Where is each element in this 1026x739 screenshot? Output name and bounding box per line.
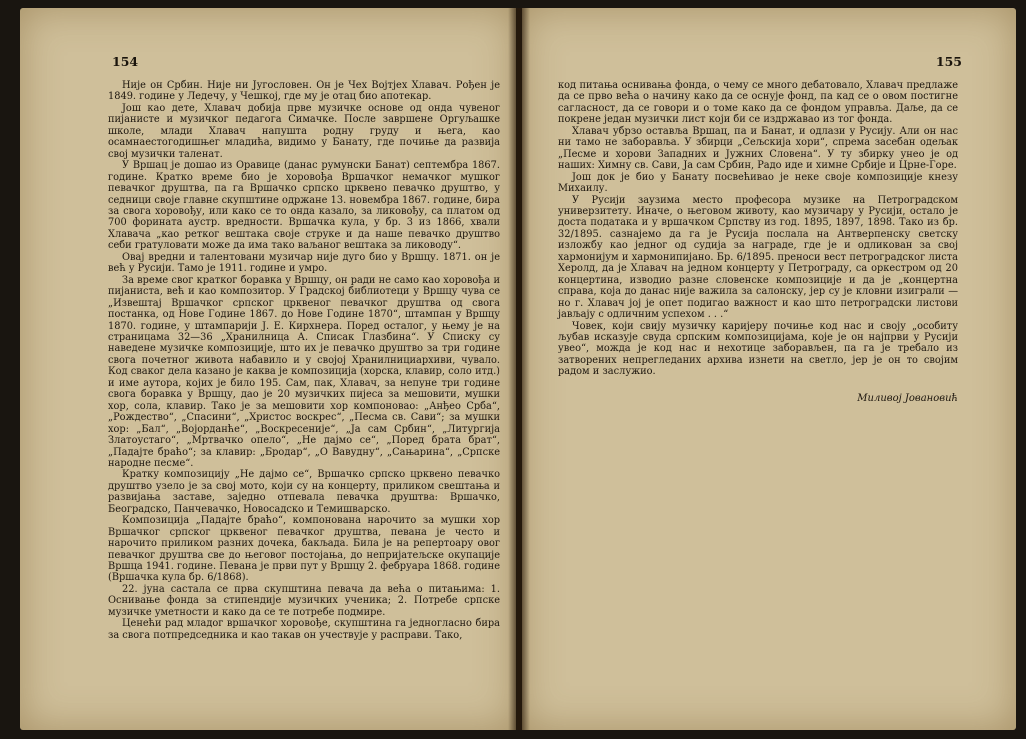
paragraph: код питања оснивања фонда, о чему се много дебатовало, Хлавач предлаже да се прво већа о начину како да се оснује фонд, па кад се о овом постигне сагласност, да се говори и о томе како да се фондом управља. Даље, да се покрене један музички лист који би се издржавао из тог фонда. <box>558 80 958 126</box>
paragraph: У Русији заузима место професора музике на Петроградском универзитету. Иначе, о његовом животу, као музичару у Русији, остало је доста података и у вршачком Српству из год. 1895, 1897, 1898. Тако из бр. 32/1895. сазнајемо да га је Русија послала на Антверпенску светску изложбу као једног од судија за награде, где је и одликован за свој хармонијум и хармонипијано. Бр. 6/1895. преноси вест петроградског листа Херолд, да је Хлавач на једном концерту у Петрограду, са оркестром од 20 концертина, изводио разне словенске композиције и да је „концертна справа, која до данас није важила за салонску, јер су је кловни изигрaли — но г. Хлавач јој је опет подигао важност и као што петроградски листови јављају с одличним успехом . . .“ <box>558 194 958 321</box>
paragraph: Композиција „Падајте браћо“, компонована нарочито за мушки хор Вршачког српског црквеног певачког друштва, певана је често и нарочито приликом разних дочека, бакљада. Била је на репертоару овог певачког друштва све до његовог постојања, до непријатељске окупације Вршца 1941. године. Певана је први пут у Вршцу 2. фебруара 1868. године (Вршачка кула бр. 6/1868). <box>108 515 500 584</box>
paragraph: Још док је био у Банату посвећивао је неке своје композиције кнезу Михаилу. <box>558 171 958 195</box>
page-number: 155 <box>935 54 962 69</box>
paragraph: Није он Србин. Није ни Југословен. Он је Чех Војтјех Хлавач. Рођен је 1849. године у Ледечу, у Чешкој, где му је отац био апотекар. <box>108 80 500 103</box>
body-text <box>558 80 958 378</box>
paragraph: Овај вредни и талентовани музичар није дуго био у Вршцу. 1871. он је већ у Русији. Тамо је 1911. године и умро. <box>108 251 500 275</box>
paragraph: Човек, који свију музичку каријеру почиње код нас и своју „особиту љубав исказује свуда српским композицијама, које је он најпрви у Русији увео“, можда је код нас и нехотице заборављен, па га је требало из затворених непрегледаних архива изнети на светло, јер је он то својим радом и заслужио. <box>558 320 958 378</box>
book-gutter <box>508 8 530 730</box>
paragraph: 22. јуна састала се прва скупштина певача да већа о питањима: 1. Оснивање фонда за стипендије музичких ученика; 2. Потребе српске музичке уметности и како да се те потребе подмире. <box>108 583 500 618</box>
right-page <box>522 8 1016 730</box>
page-number: 154 <box>112 54 139 69</box>
left-page <box>20 8 516 730</box>
author-signature: Миливој Јовановић <box>857 393 958 404</box>
paragraph: Ценећи рад младог вршачког хоровође, скупштина га једногласно бира за свога потпредседника и као такав он учествује у расправи. Тако, <box>108 618 500 641</box>
body-text <box>108 80 500 641</box>
paragraph: Још као дете, Хлавач добија прве музичке основе од онда чувеног пијанисте и музичког педагога Симачке. После завршене Оргуљашке школе, млади Хлавач напушта родну груду и њега, као осамнаестогодишњег младића, видимо у Банату, где почиње да развија свој музички таленат. <box>108 102 500 160</box>
paragraph: У Вршац је дошао из Оравице (данас румунски Банат) септембра 1867. године. Кратко време био је хоровођа Вршачког немачког мушког певачког друштва, па га Вршачко српско црквено певачко друштво, у седници своје главне скупштине одржане 13. новембра 1867. године, бира за свога хоровођу, или како се то онда казало, за ликовођу, са платом од 700 форината аустр. вредности. Вршачка кула, у бр. 3 из 1866, хвали Хлавача „као ретког вештака своје струке и да наше певачко друштво себи гратуловати може да има тако ваљаног вештака за лиководу“. <box>108 160 500 252</box>
paragraph: За време свог кратког боравка у Вршцу, он ради не само као хоровођа и пијаниста, већ и као композитор. У Градској библиотеци у Вршцу чува се „Извештај Вршачког српског црквеног певачког друштва од свога постанка, од Нове Године 1867. до Нове Године 1870“, штампан у Вршцу 1870. године, у штампарији Ј. Е. Кирхнера. Поред осталог, у њему је на страницама 32—36 „Хранилница А. Списак Глазбина“. У Списку су наведене музичке композиције, што их је певачко друштво за три године свога почетног живота набавило и у својој Хранилнициархиви, чувало. Код сваког дела казано је каква је композиција (хорска, клавир, соло итд.) и име аутора, којих је било 195. Сам, пак, Хлавач, за непуне три године свога боравка у Вршцу, дао је 20 музичких пијеса за мешовити, мушки хор, сола, клавир. Тако је за мешовити хор компоновао: „Анђео Срба“, „Рождество“, „Спасини“, „Христос воскрес“, „Песма св. Сави“; за мушки хор: „Бал“, „Војорданће“, „Воскресеније“, „Ја сам Србин“, „Литургија Златоустаго“, „Мртвачко опело“, „Не дајмо се“, „Поред брата брат“, „Падајте браћо“; за клавир: „Бродар“, „О Вавудну“, „Сањарина“, „Српске народне песме“. <box>108 274 500 469</box>
paragraph: Кратку композицију „Не дајмо се“, Вршачко српско црквено певачко друштво узело је за свој мото, који су на концерту, приликом свештања и развијања заставе, заједно отпевала певачка друштва: Вршачко, Београдско, Панчевачко, Новосадско и Темишварско. <box>108 469 500 515</box>
paragraph: Хлавач убрзо оставља Вршац, па и Банат, и одлази у Русију. Али он нас ни тамо не заборавља. У збирци „Сељскија хори“, спрема засебан одељак „Песме и хорови Западних и Јужних Словена“. У ту збирку унео је од наших: Химну св. Сави, Ја сам Србин, Радо иде и химне Србије и Црне-Горе. <box>558 125 958 172</box>
